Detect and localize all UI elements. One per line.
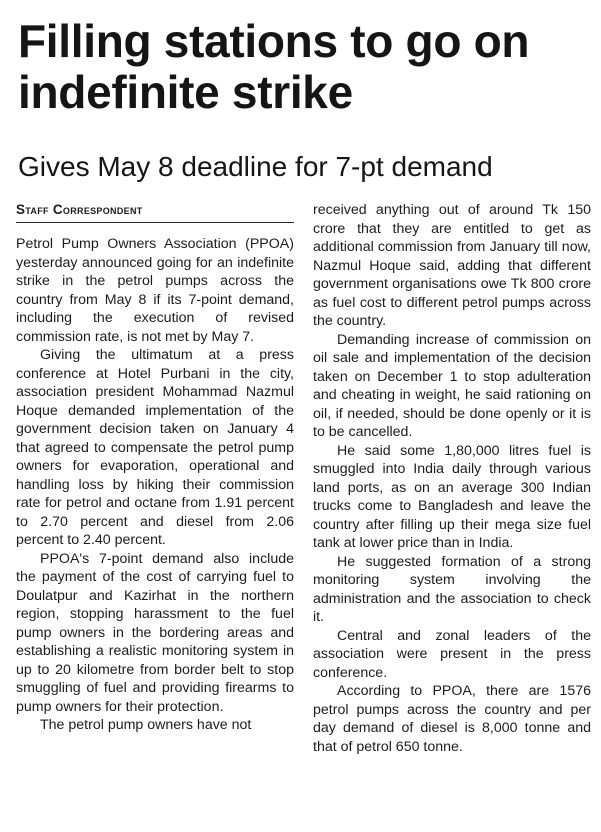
paragraph: He suggested formation of a strong monitoring system involving the administration and the association to check it. — [313, 553, 591, 625]
paragraph: Demanding increase of commission on oil sale and implementation of the decision taken on December 1 to stop adulteration and cheating in weight, he said rationing on oil, if needed, should be done openly or it is to be cancelled. — [313, 331, 591, 440]
paragraph: Giving the ultimatum at a press conference at Hotel Purbani in the city, association president Mohammad Nazmul Hoque demanded implementation of the government decision taken on January 4 that agreed to compensate the petrol pump owners for evaporation, operational and handling loss by hiking their commission rate for petrol and octane from 1.91 percent to 2.70 percent and diesel from 2.06 percent to 2.40 percent. — [16, 347, 294, 548]
paragraph: PPOA's 7-point demand also include the payment of the cost of carrying fuel to Doulatpur and Kazirhat in the northern region, stopping harassment to the fuel pump owners in the bordering areas and establishing a realistic monitoring system in up to 20 kilometre from border belt to stop smuggling of fuel and providing firearms to pump owners for their protection. — [16, 550, 294, 715]
headline: Filling stations to go on indefinite strike — [18, 15, 530, 118]
paragraph: received anything out of around Tk 150 crore that they are entitled to get as additional commission from January till now, Nazmul Hoque said, adding that different government organisations owe Tk 800 crore as fuel cost to different petrol pumps across the country. — [313, 202, 591, 329]
paragraph: Petrol Pump Owners Association (PPOA) yesterday announced going for an indefinite strike in the petrol pumps across the country from May 8 if its 7-point demand, including the execution of revised commission rate, is not met by May 7. — [16, 236, 294, 345]
article-column-right — [313, 201, 591, 756]
paragraph: Central and zonal leaders of the association were present in the press conference. — [313, 627, 591, 681]
article-column-left — [16, 201, 294, 735]
paragraph: The petrol pump owners have not — [40, 717, 252, 733]
paragraph: He said some 1,80,000 litres fuel is smuggled into India daily through various land ports, as on an average 300 Indian trucks come to Bangladesh and leave the country after filling up their mega size fuel tank at lower price than in India. — [313, 442, 591, 551]
subheadline: Gives May 8 deadline for 7-pt demand — [18, 151, 493, 182]
paragraph: According to PPOA, there are 1576 petrol pumps across the country and per day demand of diesel is 8,000 tonne and that of petrol 650 tonne. — [313, 683, 591, 755]
byline: Staff Correspondent — [16, 201, 294, 223]
